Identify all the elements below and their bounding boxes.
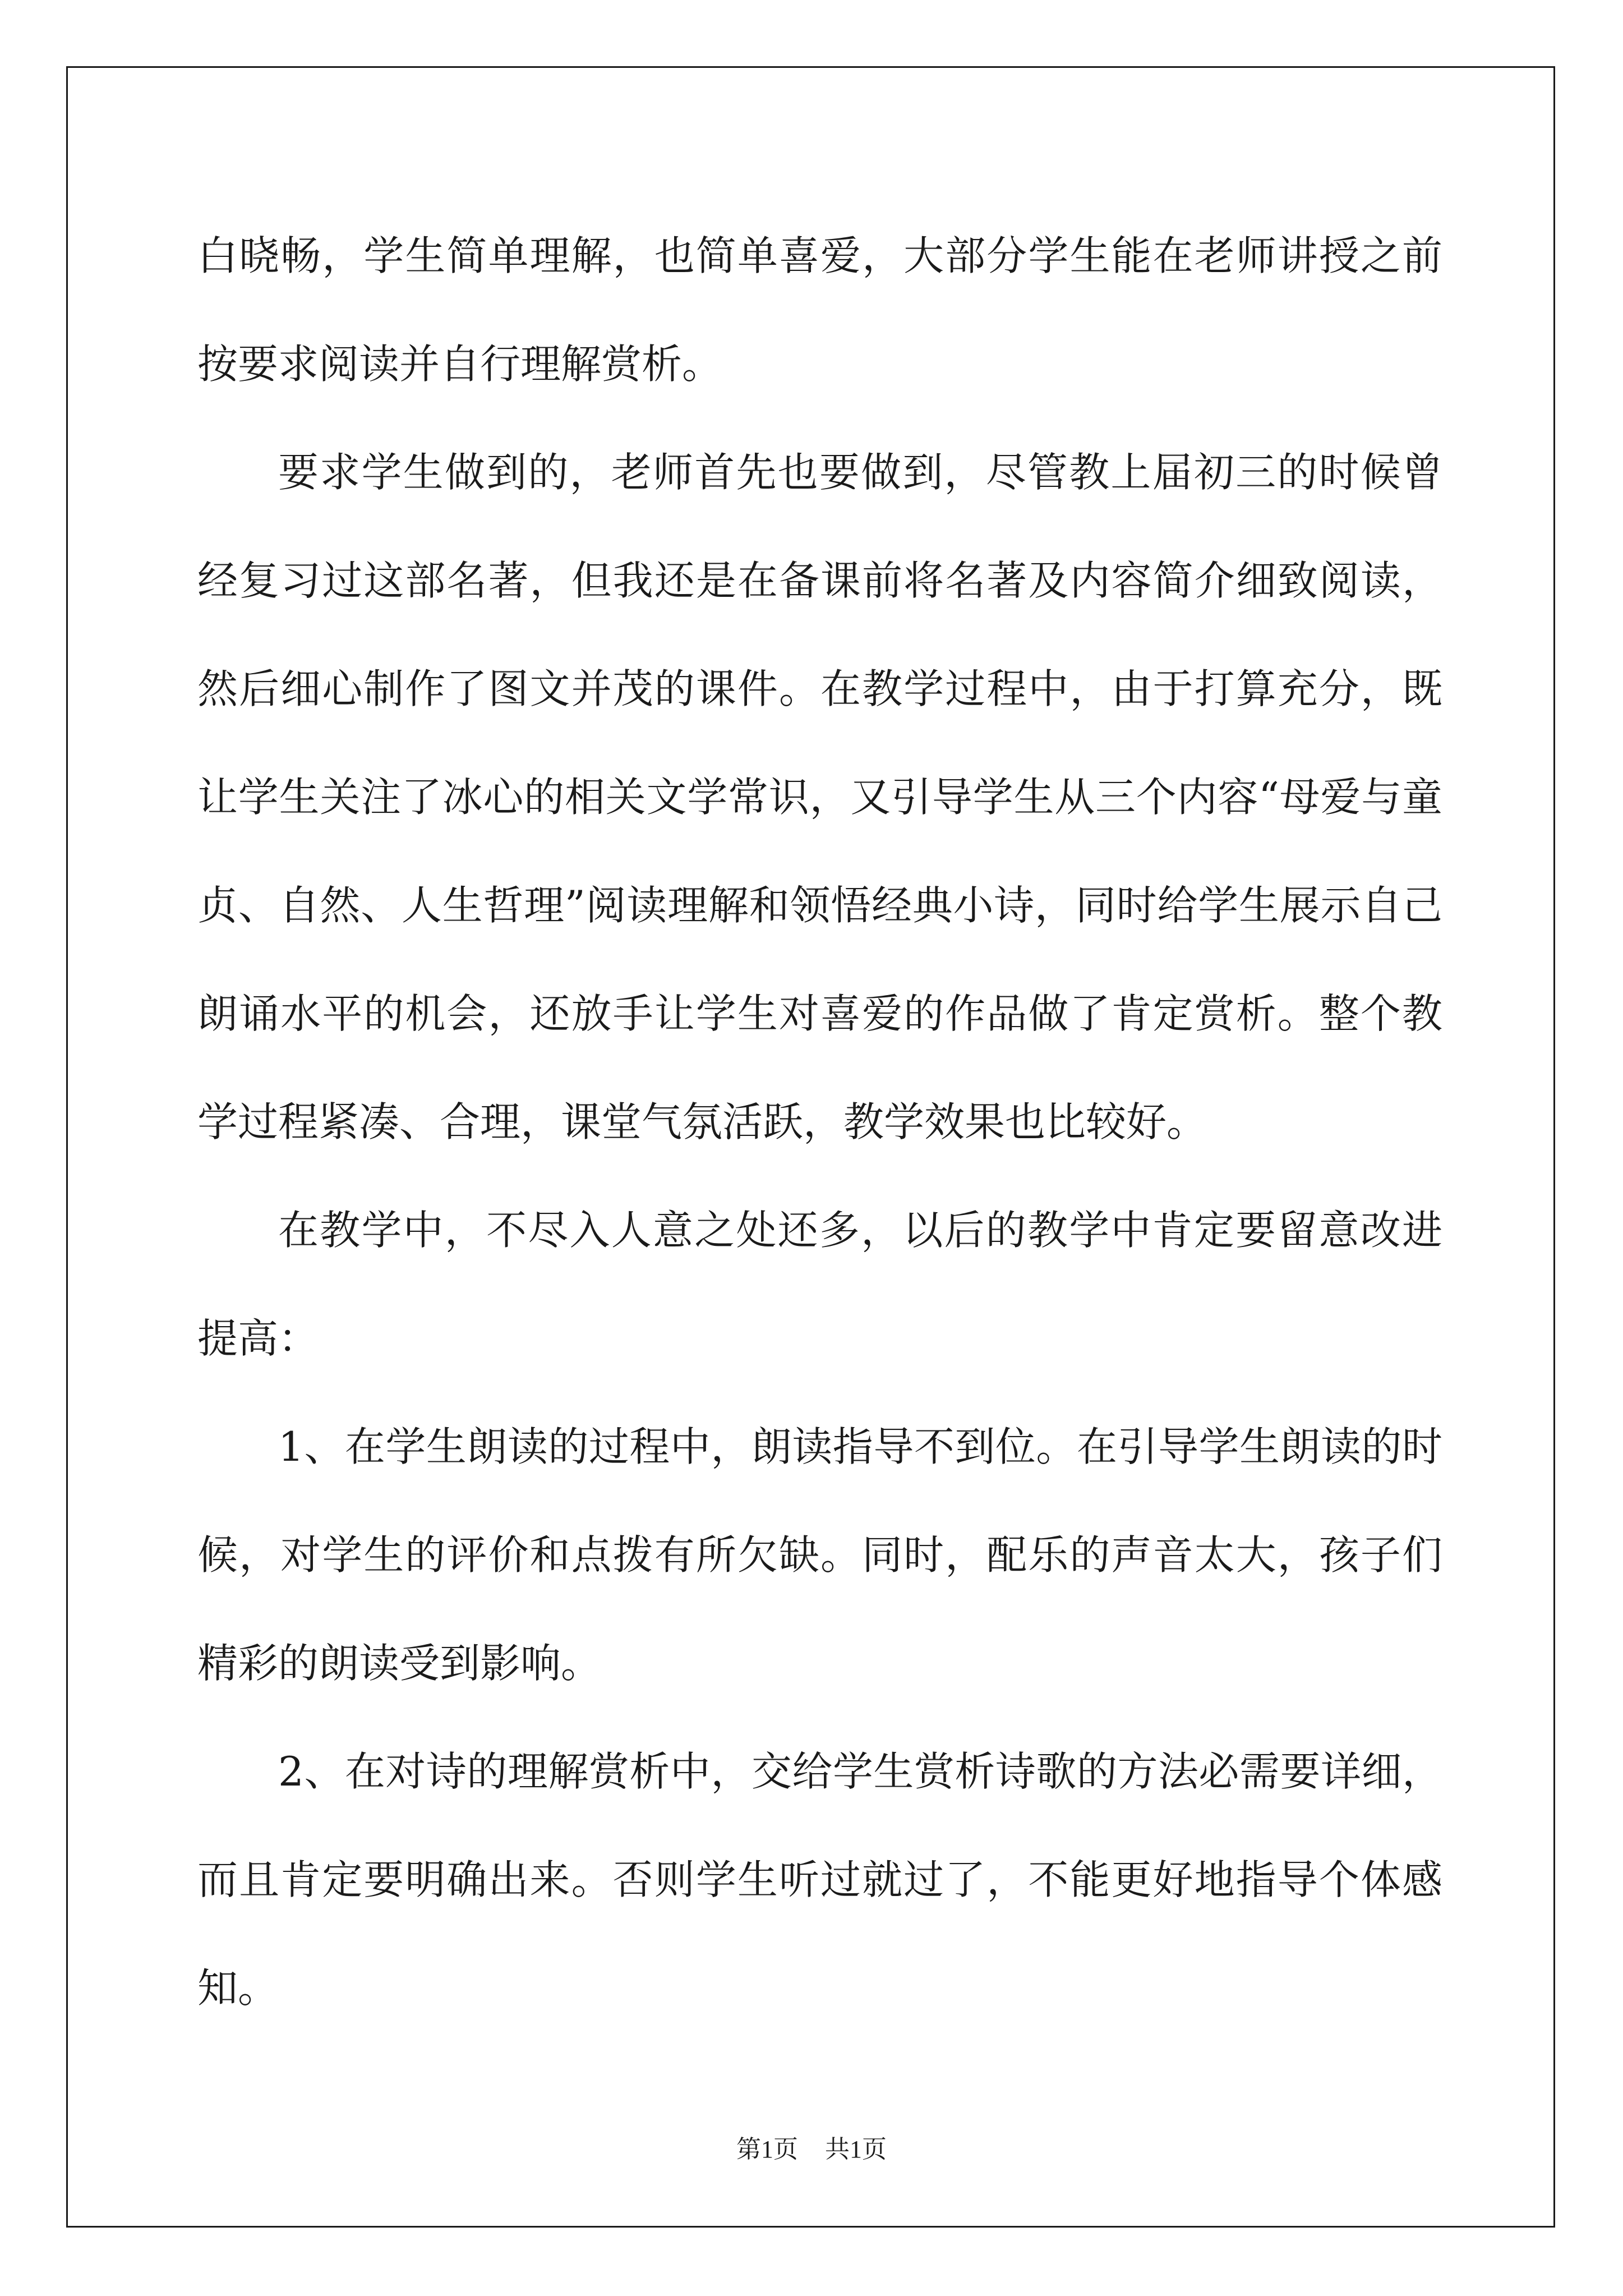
page-count: 共1页 <box>825 2136 887 2163</box>
page-number: 第1页 <box>736 2136 798 2163</box>
paragraph-continued: 白晓畅，学生简单理解，也简单喜爱，大部分学生能在老师讲授之前按要求阅读并自行理解赏析。 <box>197 232 1442 388</box>
document-body <box>197 202 1442 2042</box>
paragraph-point-2: 2、在对诗的理解赏析中，交给学生赏析诗歌的方法必需要详细，而且肯定要明确出来。否则学生听过就过了，不能更好地指导个体感知。 <box>197 1748 1442 2012</box>
paragraph-preparation: 要求学生做到的，老师首先也要做到，尽管教上届初三的时候曾经复习过这部名著，但我还是在备课前将名著及内容简介细致阅读，然后细心制作了图文并茂的课件。在教学过程中，由于打算充分，既让学生关注了冰心的相关文学常识，又引导学生从三个内容“母爱与童贞、自然、人生哲理”阅读理解和领悟经典小诗，同时给学生展示自己朗诵水平的机会，还放手让学生对喜爱的作品做了肯定赏析。整个教学过程紧凑、合理，课堂气氛活跃，教学效果也比较好。 <box>197 449 1442 1145</box>
paragraph-improvements-intro: 在教学中，不尽入人意之处还多，以后的教学中肯定要留意改进提高： <box>197 1207 1442 1362</box>
page-footer <box>0 2129 1623 2165</box>
paragraph-point-1: 1、在学生朗读的过程中，朗读指导不到位。在引导学生朗读的时候，对学生的评价和点拨有所欠缺。同时，配乐的声音太大，孩子们精彩的朗读受到影响。 <box>197 1423 1442 1687</box>
